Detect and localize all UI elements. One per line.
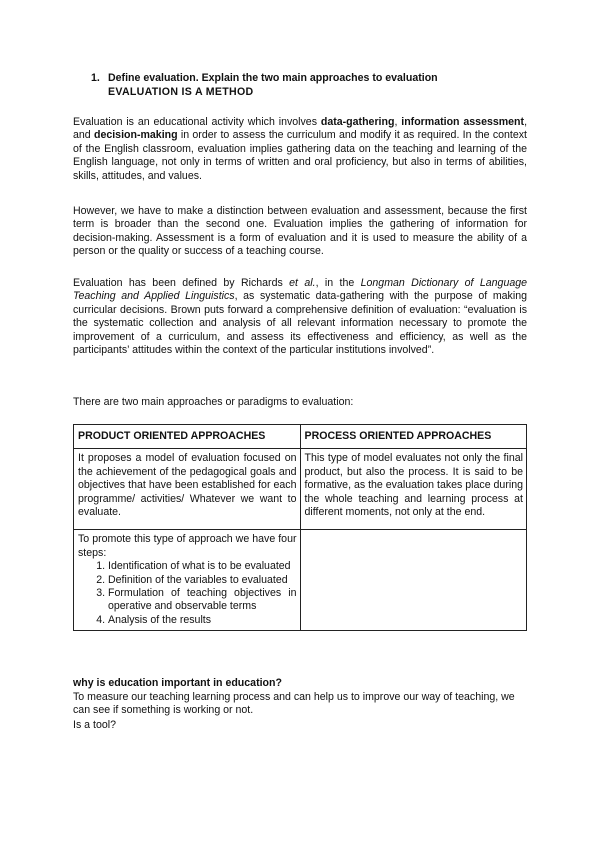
text: , as systematic data-gathering with the purpose of making curricular decisions. Brown puts forward a comprehensive definition of evaluation: “evaluation is the systematic collection and analysis of all relevant information necessary to promote the improvement of a curriculum, and assess its effectiveness and efficiency, as well as the participants’ attitudes within the context of the particular institutions involved”. <box>73 290 527 357</box>
why-question: why is education important in education? <box>73 677 282 689</box>
section-subtitle: EVALUATION IS A METHOD <box>108 86 254 98</box>
table-header-row <box>74 425 527 449</box>
list-item: 4. Analysis of the results <box>108 614 297 627</box>
table-intro: There are two main approaches or paradigms to evaluation: <box>73 396 354 408</box>
table-row <box>74 449 527 530</box>
process-description: This type of model evaluates not only the final product, but also the process. It is said to be formative, as the evaluation takes place during the whole teaching and learning process at different moments, not only at the end. <box>300 449 527 530</box>
list-item: 1. Identification of what is to be evaluated <box>108 560 297 573</box>
empty-cell <box>300 530 527 631</box>
steps-list <box>78 560 297 627</box>
table-row <box>74 530 527 631</box>
header-process: PROCESS ORIENTED APPROACHES <box>300 425 527 449</box>
text: , <box>394 116 402 128</box>
text: in order to assess the curriculum and modify it as required. In the context of the English classroom, evaluation implies gathering data on the teaching and learning of the English language, not only in terms of written and oral proficiency, but also in terms of abilities, skills, attitudes, and values. <box>73 129 527 182</box>
paragraph-definition <box>73 116 527 183</box>
product-steps <box>74 530 301 631</box>
header-product: PRODUCT ORIENTED APPROACHES <box>74 425 301 449</box>
text: , in the <box>315 277 361 289</box>
paragraph-distinction: However, we have to make a distinction between evaluation and assessment, because the first term is broader than the second one. Evaluation implies the gathering of information for decision-making. Assessment is a form of evaluation and it is used to measure the ability of a person or the quality or success of a teaching course. <box>73 205 527 258</box>
text: Evaluation is an educational activity which involves <box>73 116 321 128</box>
bold-term: decision-making <box>93 129 178 142</box>
list-item: 2. Definition of the variables to evaluated <box>108 574 297 587</box>
bold-term: information assessment <box>401 116 525 128</box>
paragraph-richards <box>73 277 527 357</box>
book-title: Longman Dictionary of Language Teaching and Applied Linguistics <box>73 277 528 303</box>
question-heading: Define evaluation. Explain the two main approaches to evaluation <box>108 72 438 84</box>
approaches-table <box>73 424 527 631</box>
heading-number: 1. <box>91 72 100 84</box>
italic-text: et al. <box>289 277 316 289</box>
steps-intro: To promote this type of approach we have four steps: <box>78 533 297 559</box>
bold-term: data-gathering <box>320 116 395 128</box>
text: , and <box>73 116 528 142</box>
why-last-line: Is a tool? <box>73 719 116 731</box>
product-description: It proposes a model of evaluation focused on the achievement of the pedagogical goals and objectives that have been established for each programme/ activities/ Whatever we want to evaluate. <box>74 449 301 530</box>
why-answer: To measure our teaching learning process and can help us to improve our way of teaching, we can see if something is working or not. <box>73 691 515 717</box>
text: Evaluation has been defined by Richards <box>73 277 290 289</box>
list-item: 3. Formulation of teaching objectives in operative and observable terms <box>108 587 297 614</box>
